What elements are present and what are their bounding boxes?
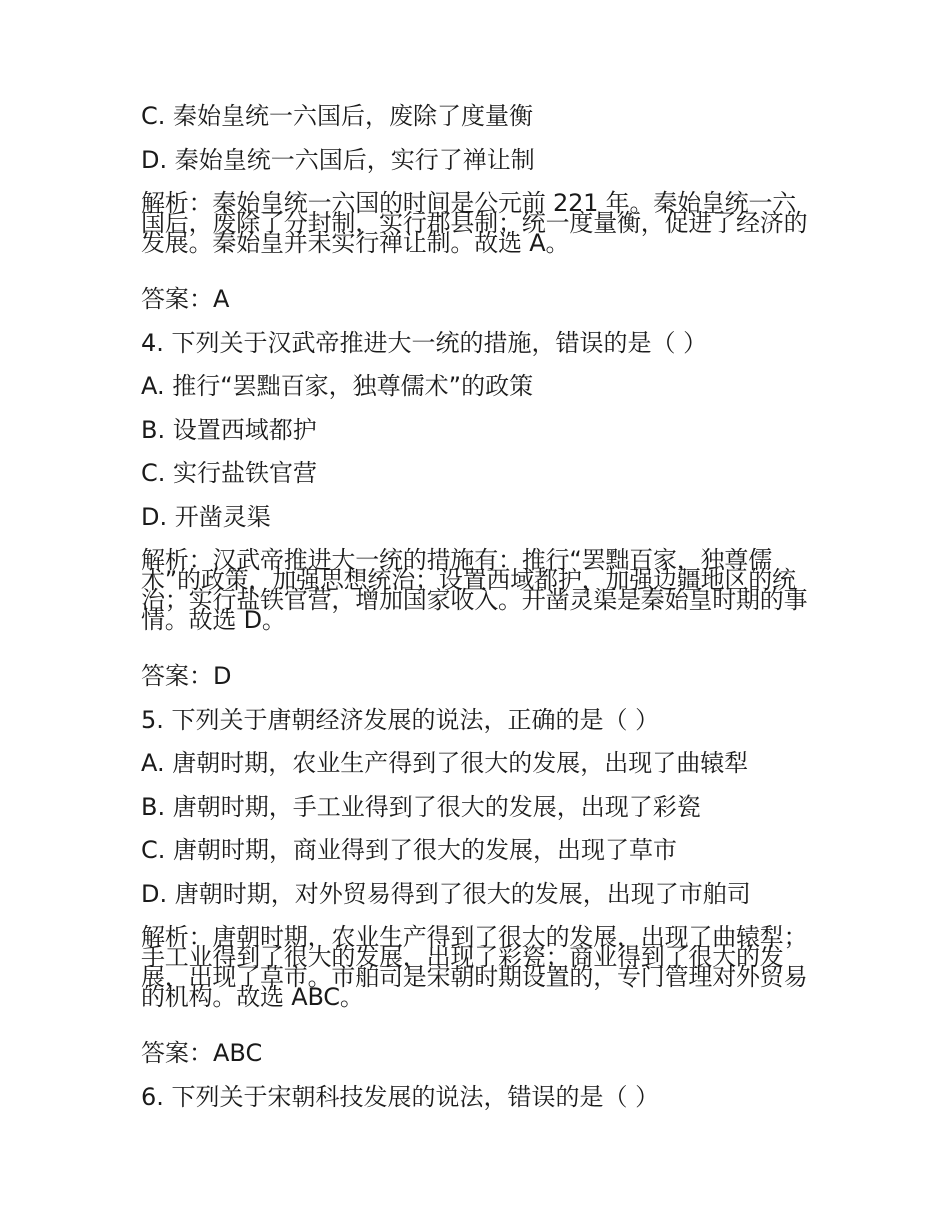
document-page [141, 100, 811, 1124]
answer-line: 答案：ABC [141, 1039, 263, 1067]
question-6: 6. 下列关于宋朝科技发展的说法，错误的是（ ） [141, 1082, 660, 1111]
answer-line: 答案：D [141, 662, 232, 690]
explanation-paragraph: 解析：秦始皇统一六国的时间是公元前 221 年。秦始皇统一六国后，废除了分封制，实行郡县制；统一度量衡，促进了经济的发展。秦始皇并未实行禅让制。故选 A。 [141, 189, 808, 257]
option-c: C. 秦始皇统一六国后，废除了度量衡 [141, 102, 534, 130]
explanation-paragraph: 解析：唐朝时期，农业生产得到了很大的发展，出现了曲辕犁；手工业得到了很大的发展，出现了彩瓷；商业得到了很大的发展，出现了草市。市舶司是宋朝时期设置的，专门管理对外贸易的机构。故选 ABC。 [141, 923, 808, 1011]
explanation-paragraph: 解析：汉武帝推进大一统的措施有：推行“罢黜百家，独尊儒术”的政策，加强思想统治；设置西域都护，加强边疆地区的统治；实行盐铁官营，增加国家收入。开凿灵渠是秦始皇时期的事情。故选 D。 [141, 546, 808, 634]
option-d: D. 秦始皇统一六国后，实行了禅让制 [141, 145, 535, 174]
option-a: A. 唐朝时期，农业生产得到了很大的发展，出现了曲辕犁 [141, 749, 749, 777]
option-d: D. 开凿灵渠 [141, 502, 271, 531]
option-b: B. 设置西域都护 [141, 415, 317, 444]
question-4: 4. 下列关于汉武帝推进大一统的措施，错误的是（ ） [141, 328, 708, 357]
answer-line: 答案：A [141, 285, 230, 313]
option-a: A. 推行“罢黜百家，独尊儒术”的政策 [141, 372, 534, 400]
option-b: B. 唐朝时期，手工业得到了很大的发展，出现了彩瓷 [141, 792, 701, 821]
question-5: 5. 下列关于唐朝经济发展的说法，正确的是（ ） [141, 705, 660, 734]
option-c: C. 实行盐铁官营 [141, 459, 318, 487]
option-d: D. 唐朝时期，对外贸易得到了很大的发展，出现了市舶司 [141, 879, 751, 908]
option-c: C. 唐朝时期，商业得到了很大的发展，出现了草市 [141, 836, 678, 864]
